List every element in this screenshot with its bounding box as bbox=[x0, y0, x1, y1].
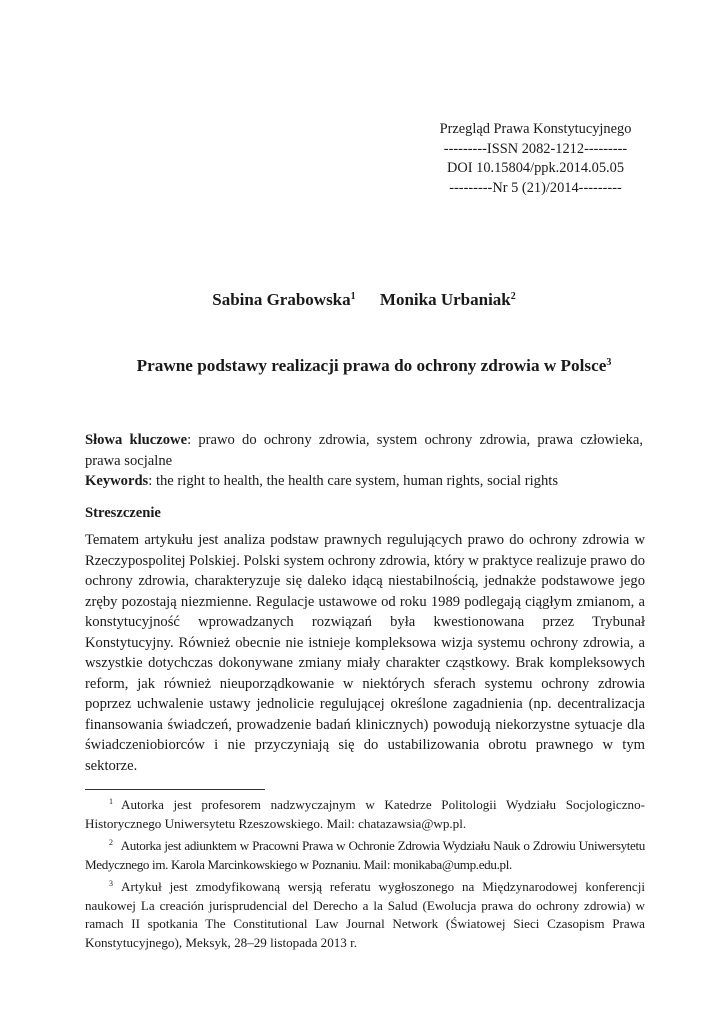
journal-issue: ---------Nr 5 (21)/2014--------- bbox=[449, 179, 622, 196]
abstract-heading: Streszczenie bbox=[85, 505, 161, 521]
footnote-number: 3 bbox=[109, 878, 113, 888]
author-name: Monika Urbaniak bbox=[379, 290, 511, 309]
footnote-1 bbox=[85, 793, 645, 834]
journal-name: Przegląd Prawa Konstytucyjnego bbox=[439, 121, 632, 137]
author-1 bbox=[212, 290, 355, 309]
footnote-number: 1 bbox=[109, 797, 113, 806]
footnote-text: Artykuł jest zmodyfikowaną wersją referatu wygłoszonego na Międzynarodowej konferencji naukowej La creación jurisprudencial del Derecho a la Salud (Ewolucja prawa do ochrony zdrowia) w ramach II spotkania The Constitutional Law Journal Network (Światowej Sieci Czasopism Prawa Konstytucyjnego), Meksyk, 28–29 listopada 2013 r. bbox=[85, 878, 645, 951]
author-2 bbox=[380, 290, 516, 309]
footnote-2 bbox=[85, 834, 645, 875]
article-title bbox=[60, 356, 688, 376]
footnote-text: Autorka jest adiunktem w Pracowni Prawa w Ochronie Zdrowia Wydziału Nauk o Zdrowiu Uniwersytetu Medycznego im. Karola Marcinkowskiego w Poznaniu. Mail: monikaba@ump.edu.pl. bbox=[85, 837, 645, 872]
footnote-ref[interactable]: 1 bbox=[350, 291, 356, 302]
journal-doi: DOI 10.15804/ppk.2014.05.05 bbox=[446, 160, 625, 176]
footnote-ref[interactable]: 3 bbox=[606, 357, 612, 368]
journal-issn: ---------ISSN 2082-1212--------- bbox=[443, 140, 628, 157]
footnote-3 bbox=[85, 875, 645, 954]
author-name: Sabina Grabowska bbox=[212, 290, 351, 309]
footnote-number: 2 bbox=[109, 837, 113, 847]
footnote-divider bbox=[85, 789, 265, 790]
keywords-en-label: Keywords bbox=[85, 473, 149, 490]
footnote-text: Autorka jest profesorem nadzwyczajnym w Katedrze Politologii Wydziału Socjologiczno-Historycznego Uniwersytetu Rzeszowskiego. Mail: chatazawsia@wp.pl. bbox=[85, 797, 645, 831]
article-title-text: Prawne podstawy realizacji prawa do ochrony zdrowia w Polsce bbox=[136, 356, 607, 375]
keywords-pl bbox=[85, 430, 643, 471]
keywords-en-text: : the right to health, the health care system, human rights, social rights bbox=[148, 473, 558, 490]
footnote-ref[interactable]: 2 bbox=[510, 291, 516, 302]
keywords-pl-text: : prawo do ochrony zdrowia, system ochrony zdrowia, prawa człowieka, prawa socjalne bbox=[85, 432, 644, 469]
keywords-en bbox=[85, 471, 643, 492]
keywords-pl-label: Słowa kluczowe bbox=[85, 432, 188, 448]
authors bbox=[0, 290, 728, 310]
keywords-block bbox=[85, 430, 643, 492]
journal-info bbox=[323, 120, 643, 198]
abstract-text: Tematem artykułu jest analiza podstaw prawnych regulujących prawo do ochrony zdrowia w Rzeczypospolitej Polskiej. Polski system ochrony zdrowia, który w praktyce realizuje prawo do ochrony zdrowia, charakteryzuje się daleko idącą niestabilnością, jednakże podstawowe jego zręby pozostają niezmienne. Regulacje ustawowe od roku 1989 podlegają ciągłym zmianom, a konstytucyjność wprowadzanych rozwiązań była kwestionowana przez Trybunał Konstytucyjny. Również obecnie nie istnieje kompleksowa wizja systemu ochrony zdrowia, a wszystkie dotychczas dokonywane zmiany miały charakter cząstkowy. Brak kompleksowych reform, jak również nieuporządkowanie w niektórych sferach systemu ochrony zdrowia poprzez uchwalenie ustawy jednolicie regulującej określone zagadnienia (np. decentralizacja finansowania świadczeń, prowadzenie badań klinicznych) powodują niekorzystne sytuacje dla świadczeniobiorców i nie przyczyniają się do ustabilizowania obrotu prawnego w tym sektorze. bbox=[85, 532, 645, 774]
footnotes bbox=[85, 793, 645, 953]
